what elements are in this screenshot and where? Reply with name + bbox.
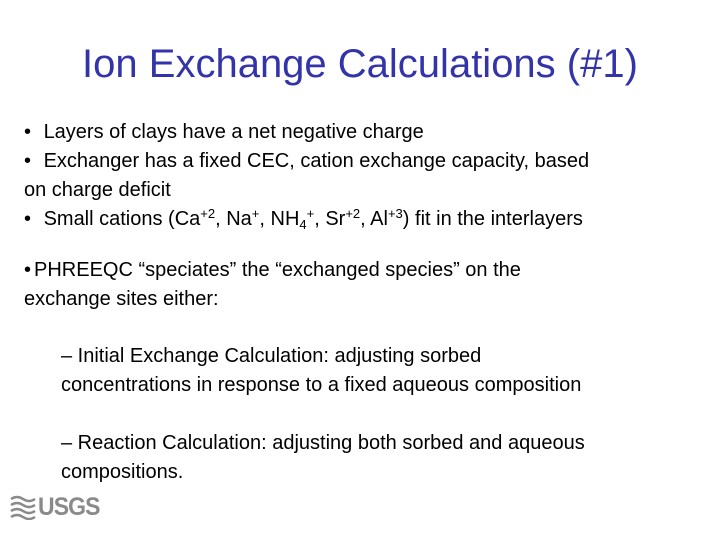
bullet-dot: • [24, 259, 32, 281]
sub-item-text: – Initial Exchange Calculation: adjusting sorbed [61, 345, 482, 367]
phreeqc-bullet [24, 256, 714, 314]
bullet-continuation: on charge deficit [24, 179, 171, 201]
bullet-dot: • [24, 150, 32, 172]
charge-superscript: + [306, 206, 315, 221]
bullet-text: Layers of clays have a net negative charge [43, 121, 424, 143]
charge-superscript: +3 [387, 206, 403, 221]
bullet-text: PHREEQC “speciates” the “exchanged species” on the [34, 259, 521, 281]
charge-superscript: + [251, 206, 260, 221]
sub-item-text: compositions. [61, 461, 184, 483]
charge-superscript: +2 [345, 206, 361, 221]
bullet-item [24, 205, 714, 234]
subscript: 4 [299, 217, 307, 232]
bullet-text: Exchanger has a fixed CEC, cation exchange capacity, based [43, 150, 590, 172]
cation-text: , Na [215, 208, 252, 230]
bullet-item [24, 147, 714, 176]
sub-item-text: concentrations in response to a fixed aqueous composition [61, 374, 582, 396]
usgs-logo [10, 494, 105, 520]
bullet-continuation: exchange sites either: [24, 288, 219, 310]
bullet-dot: • [24, 121, 32, 143]
usgs-logo-text: USGS [38, 492, 100, 521]
bullet-list [24, 118, 714, 234]
bullet-item [24, 118, 714, 147]
cation-text: , NH [259, 208, 300, 230]
bullet-dot: • [24, 208, 32, 230]
bullet-item [24, 256, 714, 285]
sub-item-text: – Reaction Calculation: adjusting both sorbed and aqueous [61, 432, 585, 454]
cation-text: ) fit in the interlayers [402, 208, 583, 230]
usgs-wave-icon [10, 494, 36, 520]
slide-title: Ion Exchange Calculations (#1) [82, 42, 638, 86]
charge-superscript: +2 [200, 206, 216, 221]
cation-text: , Al [360, 208, 388, 230]
cation-text: , Sr [314, 208, 346, 230]
sub-item-initial-exchange [61, 342, 711, 400]
sub-item-reaction [61, 429, 711, 487]
cation-text: Small cations (Ca [43, 208, 201, 230]
